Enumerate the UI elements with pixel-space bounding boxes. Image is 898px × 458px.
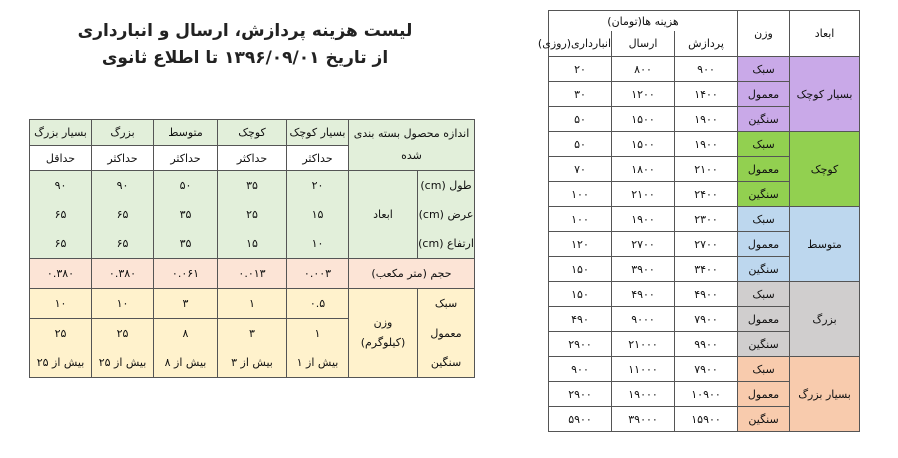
- cell: ۲۰: [287, 171, 349, 201]
- size-group-label: کوچک: [790, 132, 860, 207]
- cell: ۲۱۰۰: [612, 182, 675, 207]
- cell: ۴۹۰۰: [675, 282, 738, 307]
- weight-cell: معمول: [738, 382, 790, 407]
- cell: ۲۵: [30, 319, 92, 349]
- col-subheader: حداکثر: [218, 146, 287, 171]
- cell: ۷۰: [549, 157, 612, 182]
- cell: ۳۰: [549, 82, 612, 107]
- cell: ۱۸۰۰: [612, 157, 675, 182]
- cell: ۱۵: [287, 200, 349, 229]
- cell: بیش از ۲۵: [92, 348, 154, 378]
- cell: ۱۰: [30, 289, 92, 319]
- weight-cell: سبک: [738, 57, 790, 82]
- cell: ۰.۳۸۰: [30, 259, 92, 289]
- cell: ۱۵۹۰۰: [675, 407, 738, 432]
- cell: ۸۰۰: [612, 57, 675, 82]
- title-line-1: لیست هزینه پردازش، ارسال و انبارداری: [77, 21, 413, 41]
- cell: ۶۵: [92, 229, 154, 259]
- shipping-header: ارسال: [612, 31, 675, 57]
- cell: ۲۴۰۰: [675, 182, 738, 207]
- size-group-label: بسیار بزرگ: [790, 357, 860, 432]
- cell: ۸: [154, 319, 218, 349]
- cell: بیش از ۱: [287, 348, 349, 378]
- cell: بیش از ۲۵: [30, 348, 92, 378]
- cell: ۱۲۰۰: [612, 82, 675, 107]
- weight-cell: سنگین: [738, 407, 790, 432]
- cell: ۶۵: [30, 200, 92, 229]
- cell: ۲۷۰۰: [612, 232, 675, 257]
- weight-cell: معمول: [738, 157, 790, 182]
- cell: ۱۱۰۰۰: [612, 357, 675, 382]
- cell: ۳۵: [218, 171, 287, 201]
- weight-cell: معمول: [738, 82, 790, 107]
- col-header: بزرگ: [92, 120, 154, 146]
- weight-cell: سنگین: [738, 257, 790, 282]
- page-title: [20, 18, 470, 72]
- cell: ۱: [287, 319, 349, 349]
- cell: ۱۵: [218, 229, 287, 259]
- size-group-label: بزرگ: [790, 282, 860, 357]
- cell: ۷۹۰۰: [675, 307, 738, 332]
- col-subheader: حداکثر: [92, 146, 154, 171]
- cell: ۳۵: [154, 229, 218, 259]
- cell: ۹۰۰۰: [612, 307, 675, 332]
- cell: ۹۰: [92, 171, 154, 201]
- size-group-label: متوسط: [790, 207, 860, 282]
- col-header: بسیار کوچک: [287, 120, 349, 146]
- dimensions-header: ابعاد: [790, 11, 860, 57]
- cell: ۳: [218, 319, 287, 349]
- title-line-2: از تاریخ ۱۳۹۶/۰۹/۰۱ تا اطلاع ثانوی: [101, 48, 389, 68]
- cell: ۱۴۰۰: [675, 82, 738, 107]
- cell: ۲۵: [92, 319, 154, 349]
- cell: ۳۵: [154, 200, 218, 229]
- row-label-light: سبک: [418, 289, 475, 319]
- cell: ۱۲۰: [549, 232, 612, 257]
- dimensions-label: ابعاد: [349, 171, 418, 259]
- row-label-heavy: سنگین: [418, 348, 475, 378]
- cell: ۳۹۰۰۰: [612, 407, 675, 432]
- cell: ۵۰: [549, 107, 612, 132]
- weight-cell: سبک: [738, 207, 790, 232]
- cell: ۱۰۰: [549, 207, 612, 232]
- row-label-width: عرض (cm): [418, 200, 475, 229]
- cell: ۳: [154, 289, 218, 319]
- cell: ۵۰: [154, 171, 218, 201]
- cell: ۴۹۰۰: [612, 282, 675, 307]
- weight-cell: سنگین: [738, 332, 790, 357]
- cell: ۰.۳۸۰: [92, 259, 154, 289]
- cell: ۱۹۰۰۰: [612, 382, 675, 407]
- corner-line-2: شده: [401, 149, 422, 162]
- weight-label: [349, 289, 418, 378]
- weight-cell: سبک: [738, 132, 790, 157]
- storage-header: انبارداری(روزی): [549, 31, 612, 57]
- cell: ۲۰: [549, 57, 612, 82]
- cell: ۱۵۰۰: [612, 107, 675, 132]
- size-group-label: بسیار کوچک: [790, 57, 860, 132]
- cell: ۳۴۰۰: [675, 257, 738, 282]
- cell: ۳۹۰۰: [612, 257, 675, 282]
- cell: ۲۱۰۰: [675, 157, 738, 182]
- cell: بیش از ۳: [218, 348, 287, 378]
- cell: ۴۹۰: [549, 307, 612, 332]
- cell: ۱۰۰: [549, 182, 612, 207]
- cell: ۰.۰۶۱: [154, 259, 218, 289]
- cell: ۱۹۰۰: [675, 107, 738, 132]
- cell: ۰.۰۱۳: [218, 259, 287, 289]
- cell: بیش از ۸: [154, 348, 218, 378]
- cell: ۱۹۰۰: [612, 207, 675, 232]
- cell: ۷۹۰۰: [675, 357, 738, 382]
- weight-cell: سنگین: [738, 107, 790, 132]
- col-subheader: حداکثر: [154, 146, 218, 171]
- cell: ۹۹۰۰: [675, 332, 738, 357]
- cell: ۱: [218, 289, 287, 319]
- weight-cell: معمول: [738, 307, 790, 332]
- weight-label-line2: (کیلوگرم): [360, 336, 406, 349]
- cell: ۹۰: [30, 171, 92, 201]
- col-subheader: حداقل: [30, 146, 92, 171]
- weight-label-line1: وزن: [373, 316, 393, 329]
- col-subheader: حداکثر: [287, 146, 349, 171]
- cell: ۰.۵: [287, 289, 349, 319]
- cost-table: [537, 10, 860, 432]
- weight-cell: سبک: [738, 357, 790, 382]
- row-label-length: طول (cm): [418, 171, 475, 201]
- cell: ۵۰: [549, 132, 612, 157]
- cell: ۹۰۰: [549, 357, 612, 382]
- cell: ۱۹۰۰: [675, 132, 738, 157]
- cell: ۱۵۰: [549, 282, 612, 307]
- costs-header: هزینه ها(تومان): [549, 11, 738, 32]
- cell: ۶۵: [92, 200, 154, 229]
- cell: ۶۵: [30, 229, 92, 259]
- cell: ۹۰۰: [675, 57, 738, 82]
- cell: ۱۰: [287, 229, 349, 259]
- cell: ۲۱۰۰۰: [612, 332, 675, 357]
- corner-line-1: اندازه محصول بسته بندی: [353, 127, 470, 140]
- weight-cell: سنگین: [738, 182, 790, 207]
- weight-header: وزن: [738, 11, 790, 57]
- cell: ۱۰۹۰۰: [675, 382, 738, 407]
- row-label-height: ارتفاع (cm): [418, 229, 475, 259]
- size-spec-table: [29, 119, 475, 378]
- weight-cell: سبک: [738, 282, 790, 307]
- cell: ۲۷۰۰: [675, 232, 738, 257]
- cell: ۱۰: [92, 289, 154, 319]
- cell: ۰.۰۰۳: [287, 259, 349, 289]
- cell: ۲۹۰۰: [549, 382, 612, 407]
- cell: ۲۹۰۰: [549, 332, 612, 357]
- cell: ۲۳۰۰: [675, 207, 738, 232]
- processing-header: پردازش: [675, 31, 738, 57]
- size-header-corner: [349, 120, 475, 171]
- col-header: کوچک: [218, 120, 287, 146]
- row-label-volume: حجم (متر مکعب): [349, 259, 475, 289]
- cell: ۵۹۰۰: [549, 407, 612, 432]
- weight-cell: معمول: [738, 232, 790, 257]
- cell: ۱۵۰: [549, 257, 612, 282]
- row-label-normal: معمول: [418, 319, 475, 349]
- col-header: بسیار بزرگ: [30, 120, 92, 146]
- col-header: متوسط: [154, 120, 218, 146]
- cell: ۱۵۰۰: [612, 132, 675, 157]
- cell: ۲۵: [218, 200, 287, 229]
